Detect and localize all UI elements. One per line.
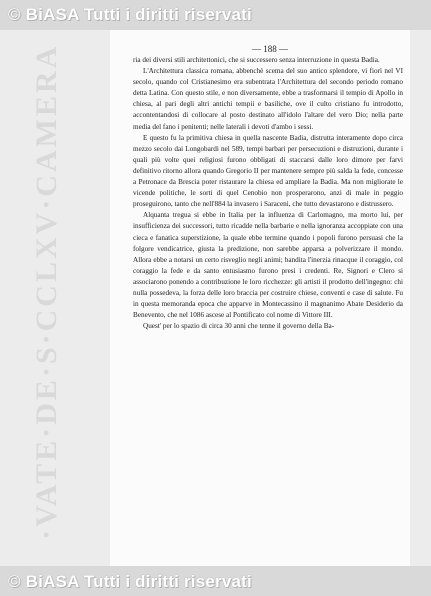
paragraph: ria dei diversi stili architettonici, che si successero senza interruzione in questa Badia. — [133, 56, 380, 64]
top-watermark — [8, 5, 252, 25]
copyright-icon: © — [8, 5, 21, 24]
bottom-watermark — [8, 572, 252, 592]
paragraph: L'Architettura classica romana, abbenchè scema del suo antico splendore, vi fiorì nel VI secolo, quando col Cristianesimo era subentrata l'Architettura del secondo periodo romano detta Latina. Con questo stile, e non diversamente, ebbe a trasformarsi il tempio di Apollo in chiesa, al pari degli altri antichi tempii e basiliche, ove il culto cristiano fu introdotto, accontentandosi di collocare al posto destinato all'idolo l'altare del vero Dio; nella parte media del fano i penitenti; nelle laterali i devoti d'ambo i sessi. — [133, 67, 403, 131]
page-body — [133, 55, 403, 332]
watermark-text: BiASA Tutti i diritti riservati — [25, 572, 252, 591]
copyright-icon: © — [8, 572, 21, 591]
paragraph: E questo fu la primitiva chiesa in quella nascente Badia, distrutta interamente dopo circa mezzo secolo dai Longobardi nel 589, tempi barbari per persecuzioni e distruzioni, durante i quali più volte quei religiosi furono obbligati di staccarsi dalle loro dimore per farvi definitivo ritorno allora quando Gregorio II per mantenere sempre più salda la fede, concesse a Petronace da Brescia poter ristaurare la chiesa ed ampliare la Badia. Ma non migliorate le vicende politiche, le sorti di quel Cenobio non prosperarono, anzi di male in peggio proseguirono, tanto che nell'884 la invasero i Saraceni, che tutto devastarono e distrussero. — [133, 133, 403, 209]
library-seal-stamp: ·VATE·DE·S·CCLXV·CAMERA — [30, 43, 63, 540]
page-number: — 188 — — [252, 44, 288, 54]
watermark-text: BiASA Tutti i diritti riservati — [25, 5, 252, 24]
paragraph: Alquanta tregua si ebbe in Italia per la influenza di Carlomagno, ma morto lui, per insufficienza dei successori, tutto ricadde nella barbarie e nella ignoranza accoppiate con una cieca e fanatica superstizione, la quale ebbe termine quando i popoli furono persuasi che la folgore vendicatrice, giusta la predizione, non sarebbe apparsa a polverizzare il mondo. Allora ebbe a notarsi un certo risveglio negli animi; bandita l'inerzia rinacque il coraggio, col coraggio la fede e da santo entusiasmo furono presi i credenti. Re, Signori e Clero si associarono ponendo a contribuzione le loro ricchezze: gli artisti il prodotto dell'ingegno: chi nulla possedeva, la forza delle loro braccia per costruire chiese, conventi e case di salute. Fu in questa memoranda epoca che apparve in Montecassino il magnanimo Abate Desiderio da Benevento, che nel 1086 ascese al Pontificato col nome di Vittore III. — [133, 211, 403, 320]
paragraph: Quest' per lo spazio di circa 30 anni che tenne il governo della Ba- — [143, 322, 335, 331]
